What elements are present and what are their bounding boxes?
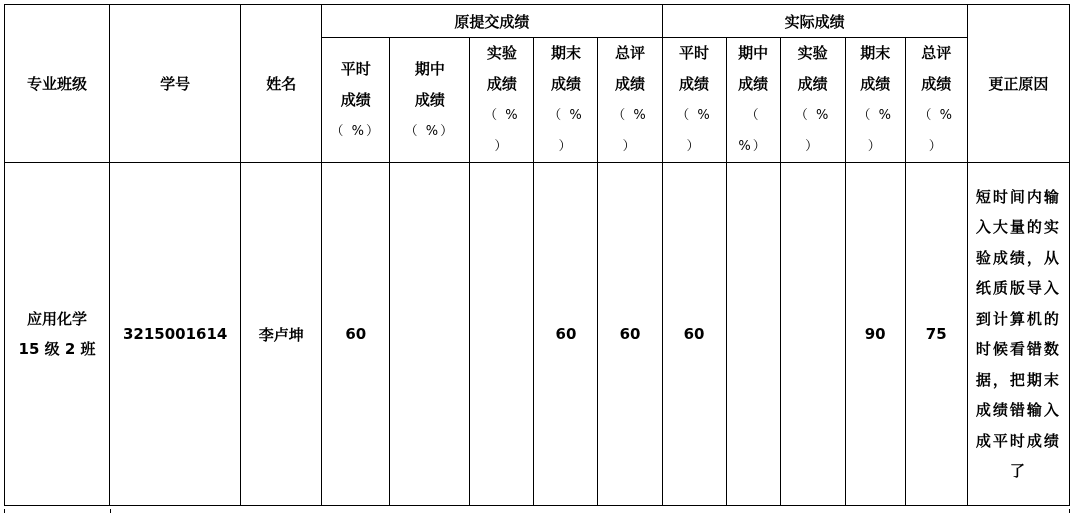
header-line: 期中 (414, 59, 445, 78)
cell-student-id: 3215001614 (110, 163, 241, 506)
header-line: ） (805, 139, 821, 154)
header-original-total (598, 38, 662, 163)
header-line: ） (494, 139, 510, 154)
header-line: 成绩 (921, 75, 952, 93)
header-line: （ % (548, 108, 584, 123)
grade-correction-table (4, 4, 1070, 506)
header-line: 成绩 (550, 75, 581, 93)
header-original-final (534, 38, 598, 163)
class-name: 应用化学 (27, 310, 88, 328)
header-line: ） (686, 139, 702, 154)
header-line: ） (928, 139, 944, 154)
header-original-regular (322, 38, 390, 163)
header-actual-final (845, 38, 905, 163)
header-line: （ (745, 108, 761, 123)
cell-original-midterm (390, 163, 470, 506)
header-name: 姓名 (241, 5, 322, 163)
header-line: （ %） (404, 123, 456, 139)
next-row-edge (4, 509, 1070, 513)
header-actual-regular (662, 38, 726, 163)
table-row (5, 163, 1070, 506)
header-actual-midterm (726, 38, 780, 163)
header-line: （ % (794, 108, 831, 123)
header-original-lab (470, 38, 534, 163)
header-line: （ % (676, 108, 712, 123)
header-actual-lab (780, 38, 845, 163)
header-reason: 更正原因 (967, 5, 1069, 163)
header-line: 期末 (550, 44, 581, 62)
header-line: （ % (857, 108, 893, 123)
header-original-midterm (390, 38, 470, 163)
header-line: （ % (612, 108, 648, 123)
header-line: （ % (484, 108, 520, 123)
cell-class (5, 163, 110, 506)
header-line: （ % (918, 108, 954, 123)
header-line: ） (558, 139, 574, 154)
header-line: 成绩 (615, 75, 646, 93)
header-student-id: 学号 (110, 5, 241, 163)
cell-original-total: 60 (598, 163, 662, 506)
header-line: %） (738, 139, 768, 154)
divider (110, 509, 111, 513)
header-line: 期末 (860, 44, 891, 62)
cell-reason: 短时间内输入大量的实验成绩，从纸质版导入到计算机的时候看错数据，把期末成绩错输入成平时成绩了 (967, 163, 1069, 506)
cell-actual-final: 90 (845, 163, 905, 506)
header-line: 成绩 (679, 75, 710, 93)
header-row-groups (5, 5, 1070, 38)
header-line: 成绩 (486, 75, 517, 93)
header-line: 平时 (679, 44, 710, 62)
header-line: 期中 (738, 44, 769, 62)
header-line: 成绩 (860, 75, 891, 93)
cell-original-regular: 60 (322, 163, 390, 506)
header-group-actual: 实际成绩 (662, 5, 967, 38)
cell-name: 李卢坤 (241, 163, 322, 506)
cell-actual-regular: 60 (662, 163, 726, 506)
header-line: 成绩 (414, 90, 445, 109)
header-line: ） (622, 139, 638, 154)
header-actual-total (905, 38, 967, 163)
class-grade-group: 15 级 2 班 (18, 340, 96, 358)
cell-original-final: 60 (534, 163, 598, 506)
cell-actual-lab (780, 163, 845, 506)
cell-original-lab (470, 163, 534, 506)
header-line: 实验 (797, 44, 828, 62)
header-line: 总评 (615, 44, 646, 62)
header-line: 成绩 (797, 75, 828, 93)
header-line: ） (867, 139, 883, 154)
header-group-original: 原提交成绩 (322, 5, 662, 38)
header-class: 专业班级 (5, 5, 110, 163)
header-line: 总评 (921, 44, 952, 62)
cell-actual-total: 75 (905, 163, 967, 506)
header-line: （ %） (330, 123, 382, 139)
header-line: 平时 (340, 59, 371, 78)
header-line: 成绩 (340, 90, 371, 109)
header-line: 实验 (486, 44, 517, 62)
header-line: 成绩 (738, 75, 769, 93)
cell-actual-midterm (726, 163, 780, 506)
